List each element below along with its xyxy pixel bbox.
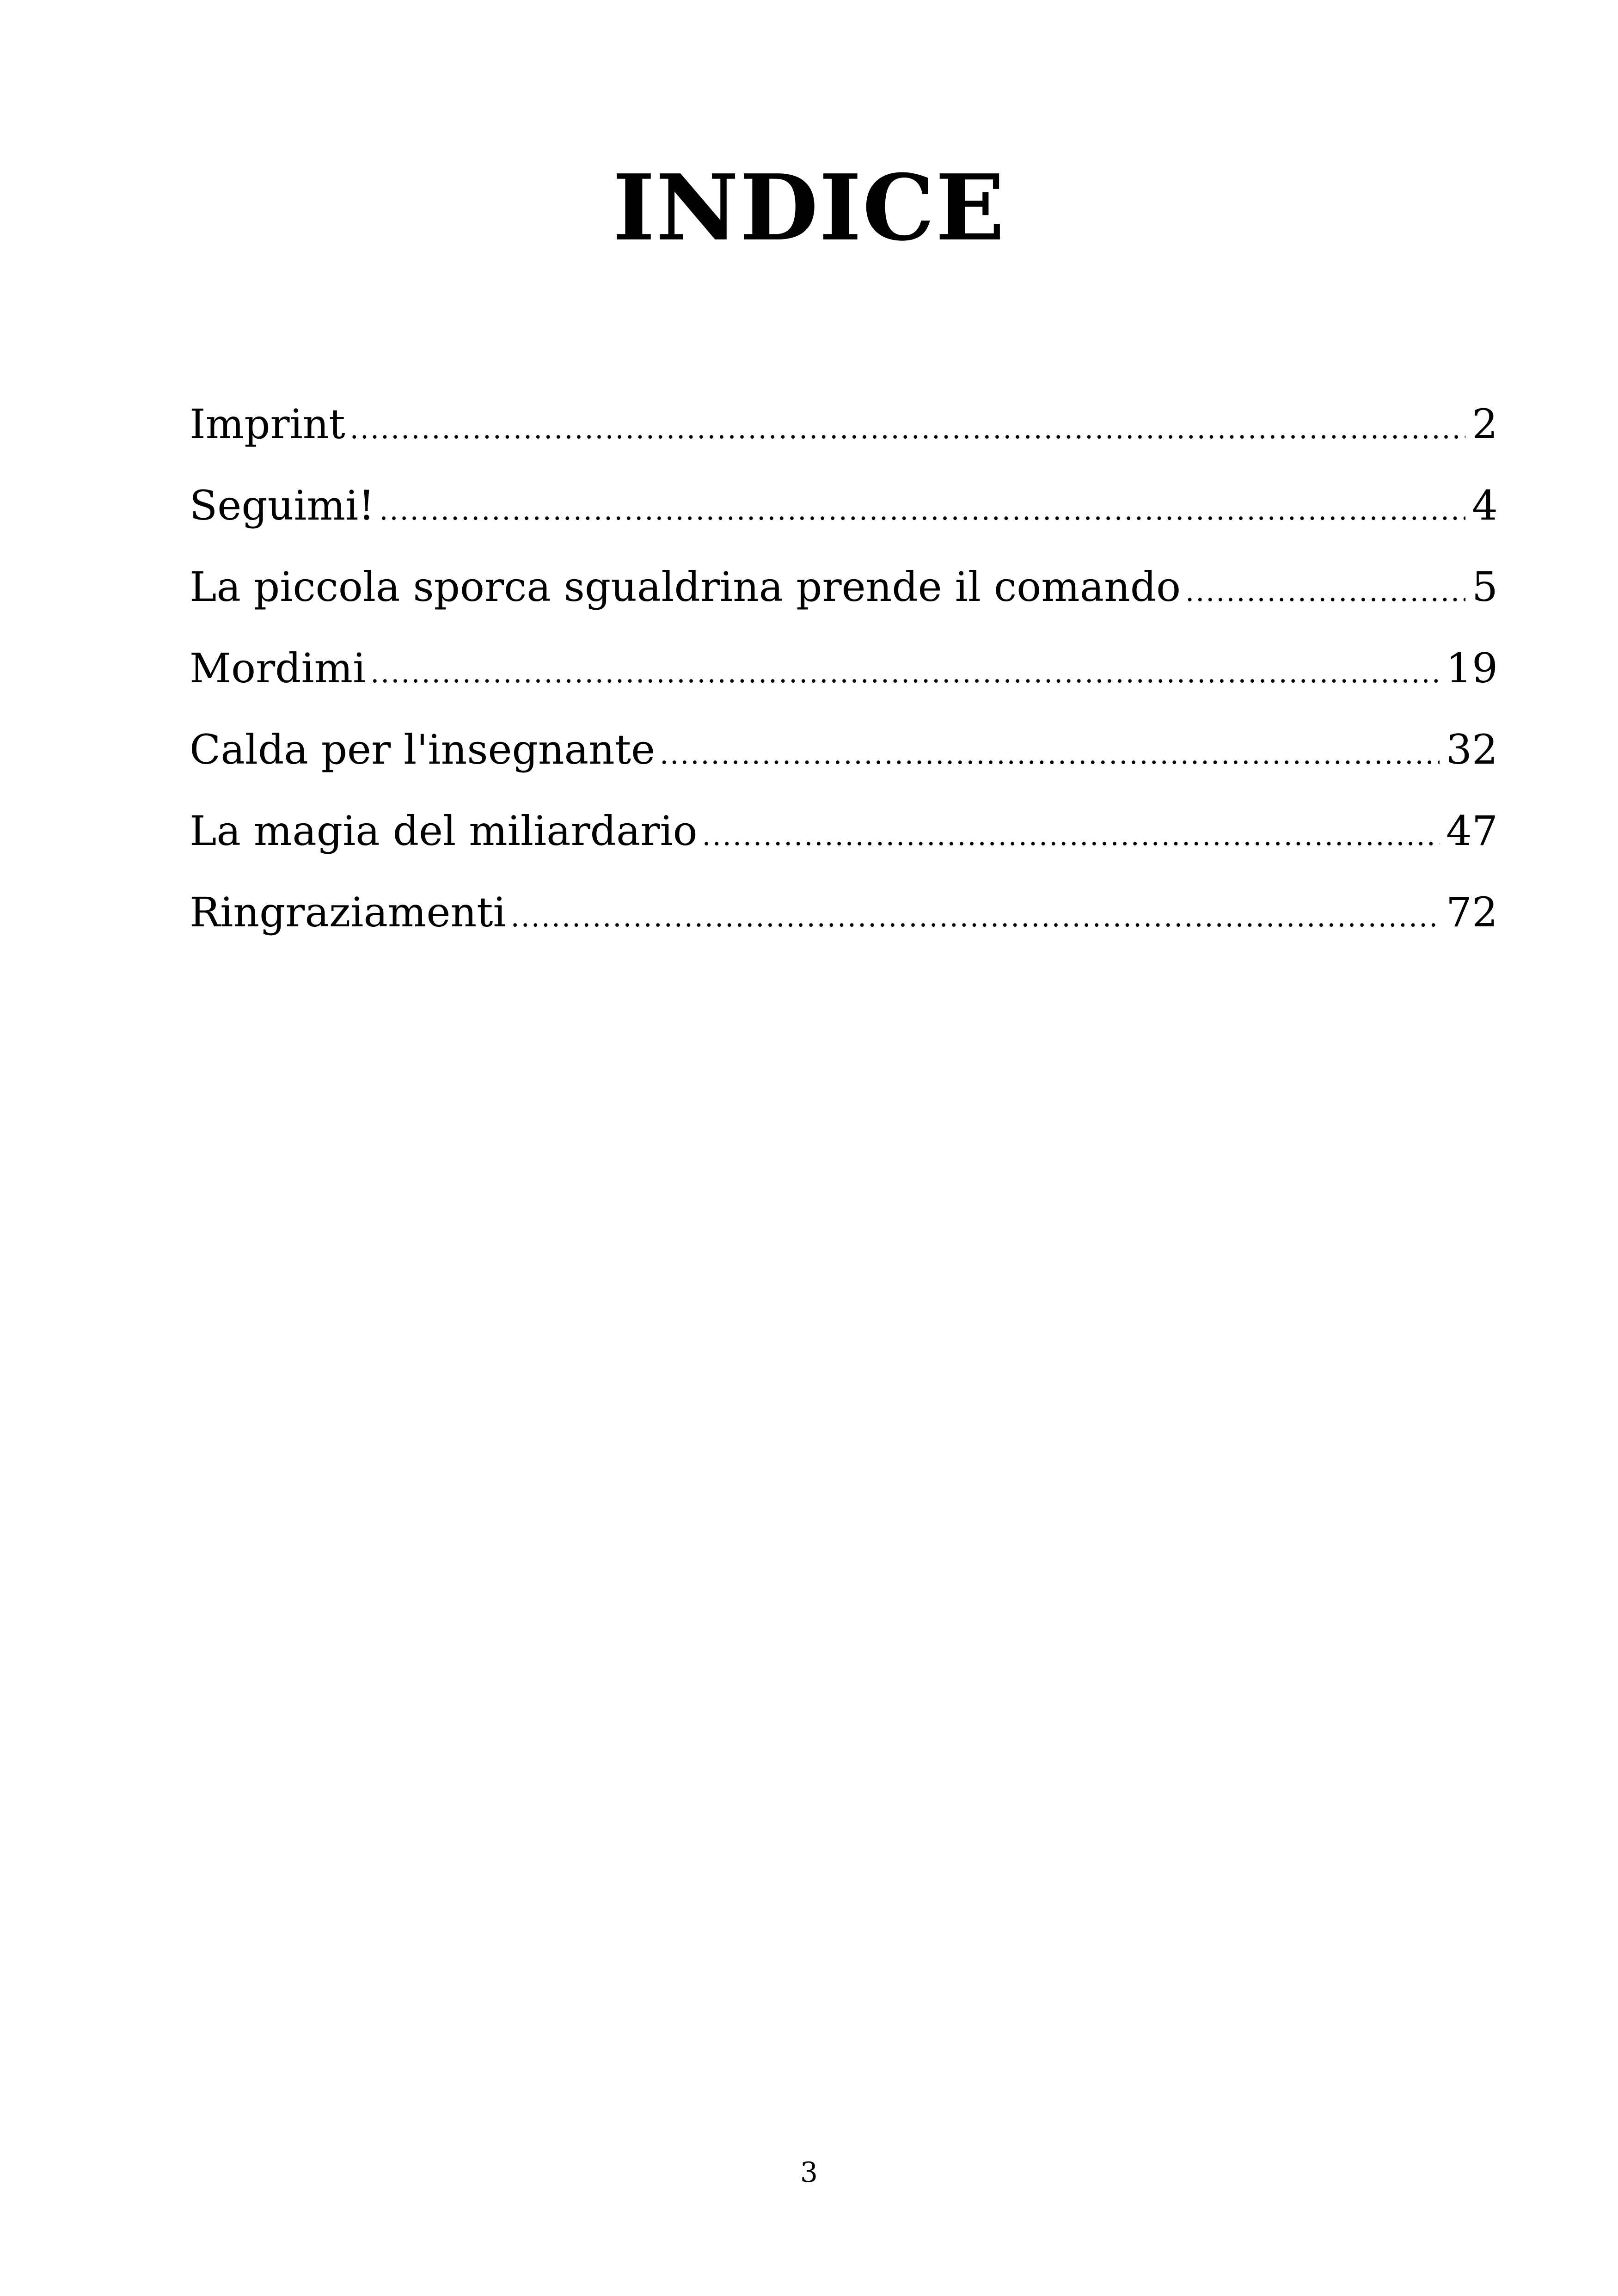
toc-entry-seguimi[interactable] [190,465,1498,546]
toc-entry-page: 4 [1472,482,1498,529]
page-number: 3 [800,2156,818,2189]
toc-entry-la-piccola-sporca-sgualdrina[interactable] [190,546,1498,628]
table-of-contents [190,384,1498,953]
toc-entry-imprint[interactable] [190,384,1498,465]
toc-entry-page: 19 [1446,644,1498,692]
toc-entry-ringraziamenti[interactable] [190,872,1498,953]
toc-dot-leader [350,388,1465,470]
toc-dot-leader [702,795,1440,876]
toc-dot-leader [660,714,1440,795]
toc-entry-mordimi[interactable] [190,628,1498,709]
toc-entry-title: Seguimi! [190,482,375,529]
toc-entry-calda-per-l-insegnante[interactable] [190,709,1498,790]
toc-entry-title: Ringraziamenti [190,888,506,936]
toc-entry-title: Imprint [190,400,345,448]
toc-entry-title: La magia del miliardario [190,807,698,855]
toc-dot-leader [370,632,1440,714]
toc-entry-la-magia-del-miliardario[interactable] [190,790,1498,872]
toc-entry-page: 32 [1446,726,1498,773]
toc-entry-title: La piccola sporca sgualdrina prende il comando [190,563,1181,611]
toc-dot-leader [379,470,1465,551]
toc-dot-leader [1185,551,1465,632]
toc-entry-page: 72 [1446,888,1498,936]
toc-dot-leader [511,876,1440,958]
toc-entry-page: 47 [1446,807,1498,855]
page-title: INDICE [613,155,1005,261]
toc-entry-page: 2 [1472,400,1498,448]
toc-entry-page: 5 [1472,563,1498,611]
toc-entry-title: Calda per l'insegnante [190,726,656,773]
toc-entry-title: Mordimi [190,644,366,692]
